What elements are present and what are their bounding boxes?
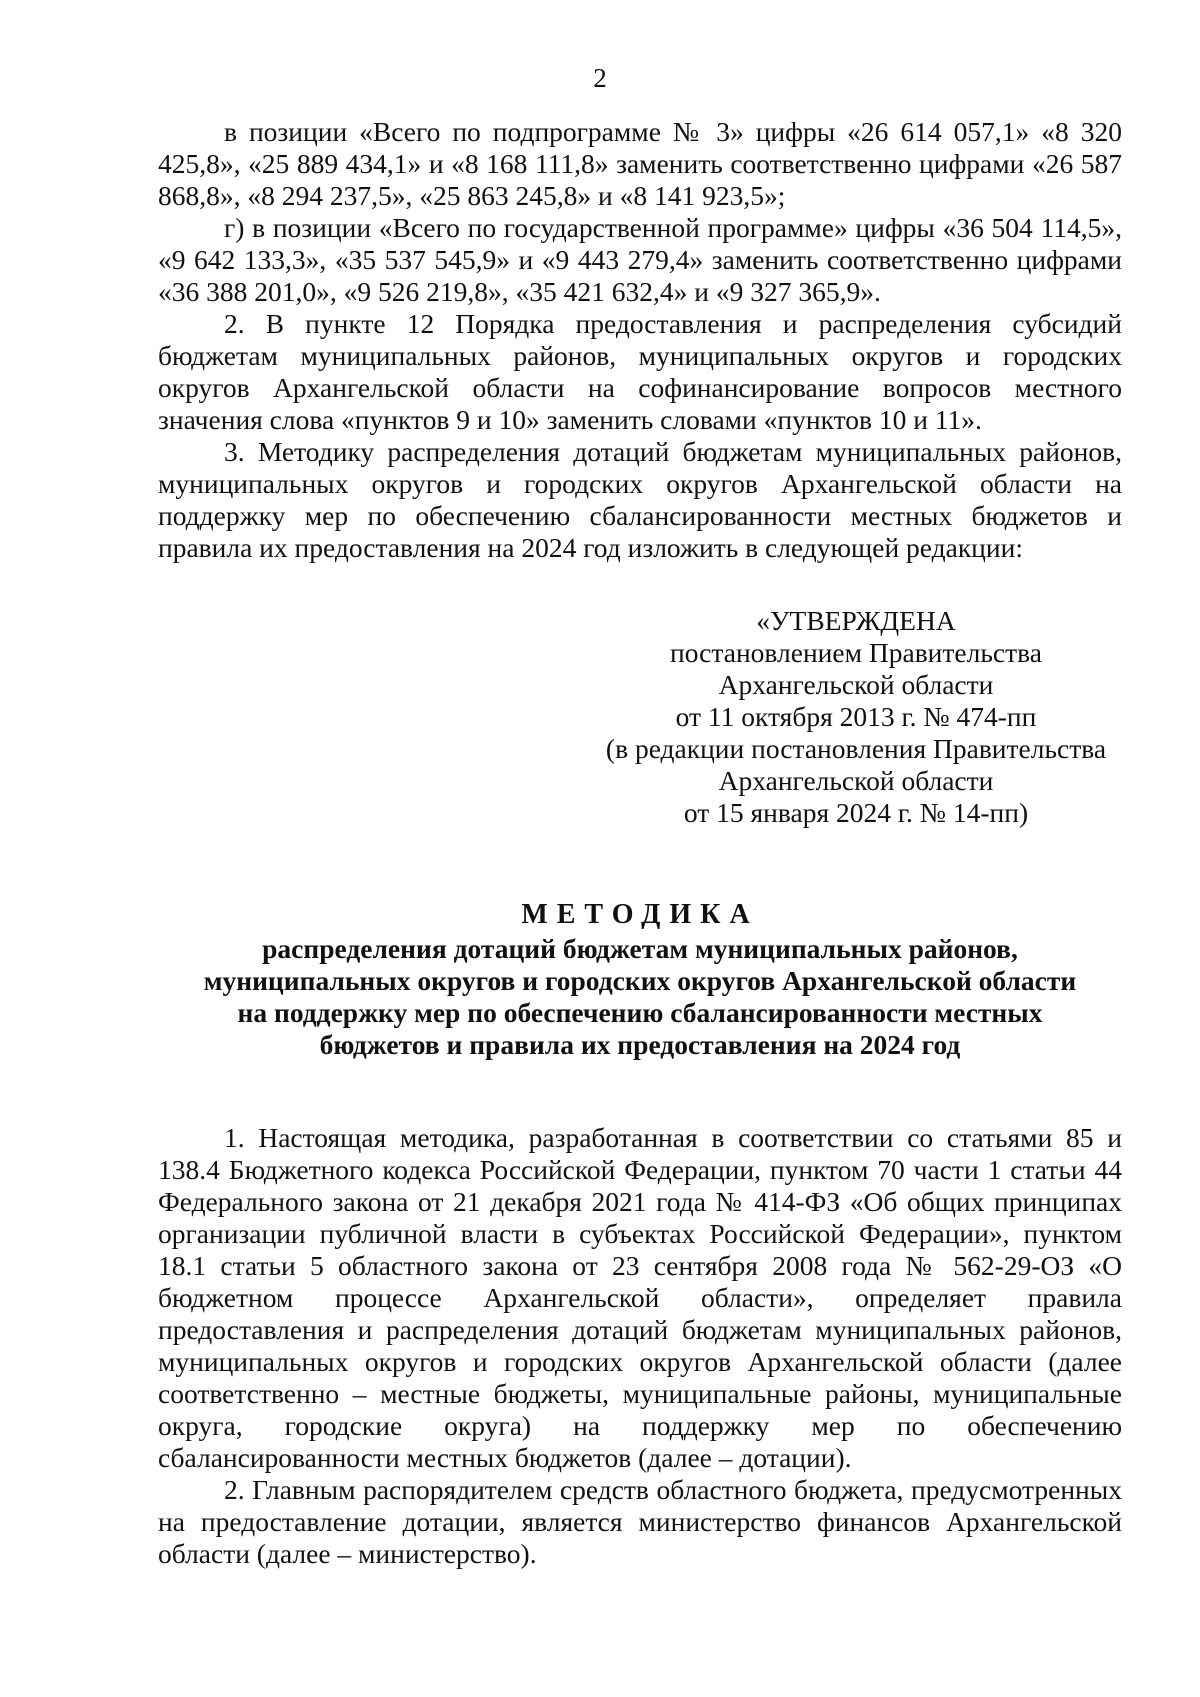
document-subtitle-line: на поддержку мер по обеспечению сбалансированности местных — [237, 997, 1043, 1028]
approval-line: от 11 октября 2013 г. № 474-пп — [675, 701, 1037, 732]
page-number: 2 — [593, 63, 607, 93]
document-subtitle-line: муниципальных округов и городских округов Архангельской области — [203, 965, 1077, 996]
paragraph-methodology-2: 2. Главным распорядителем средств областного бюджета, предусмотренных на предоставление дотации, является министерство финансов Архангельской области (далее – министерство). — [158, 1474, 1122, 1569]
paragraph-state-program-totals: г) в позиции «Всего по государственной программе» цифры «36 504 114,5», «9 642 133,3», «35 537 545,9» и «9 443 279,4» заменить соответственно цифрами «36 388 201,0», «9 526 219,8», «35 421 632,4» и «9 327 365,9». — [158, 212, 1122, 307]
paragraph-subprogram-3-totals: в позиции «Всего по подпрограмме № 3» цифры «26 614 057,1» «8 320 425,8», «25 889 434,1» и «8 168 111,8» заменить соответственно цифрами «26 587 868,8», «8 294 237,5», «25 863 245,8» и «8 141 923,5»; — [158, 116, 1122, 211]
methodology-text — [158, 1122, 1122, 1570]
document-subtitle-line: бюджетов и правила их предоставления на 2024 год — [319, 1029, 961, 1060]
document-title: МЕТОДИКА — [521, 899, 759, 930]
methodology-title-block — [158, 899, 1122, 1061]
paragraph-item-2: 2. В пункте 12 Порядка предоставления и распределения субсидий бюджетам муниципальных районов, муниципальных округов и городских округов Архангельской области на софинансирование вопросов местного значения слова «пунктов 9 и 10» заменить словами «пунктов 10 и 11». — [158, 308, 1122, 435]
approval-line: от 15 января 2024 г. № 14-пп) — [683, 797, 1029, 828]
intro-text — [158, 116, 1122, 564]
document-subtitle-line: распределения дотаций бюджетам муниципальных районов, — [262, 933, 1018, 964]
approval-line: Архангельской области — [718, 669, 994, 700]
paragraph-item-3: 3. Методику распределения дотаций бюджетам муниципальных районов, муниципальных округов и городских округов Архангельской области на поддержку мер по обеспечению сбалансированности местных бюджетов и правила их предоставления на 2024 год изложить в следующей редакции: — [158, 436, 1122, 563]
approval-line: (в редакции постановления Правительства — [605, 733, 1107, 764]
approval-stamp — [590, 605, 1122, 829]
paragraph-methodology-1: 1. Настоящая методика, разработанная в соответствии со статьями 85 и 138.4 Бюджетного кодекса Российской Федерации, пунктом 70 части 1 статьи 44 Федерального закона от 21 декабря 2021 года № 414-ФЗ «Об общих принципах организации публичной власти в субъектах Российской Федерации», пунктом 18.1 статьи 5 областного закона от 23 сентября 2008 года № 562-29-ОЗ «О бюджетном процессе Архангельской области», определяет правила предоставления и распределения дотаций бюджетам муниципальных районов, муниципальных округов и городских округов Архангельской области (далее соответственно – местные бюджеты, муниципальные районы, муниципальные округа, городские округа) на поддержку мер по обеспечению сбалансированности местных бюджетов (далее – дотации). — [158, 1122, 1122, 1473]
approval-line: Архангельской области — [718, 765, 994, 796]
approval-line: «УТВЕРЖДЕНА — [756, 605, 956, 636]
approval-line: постановлением Правительства — [670, 637, 1042, 668]
